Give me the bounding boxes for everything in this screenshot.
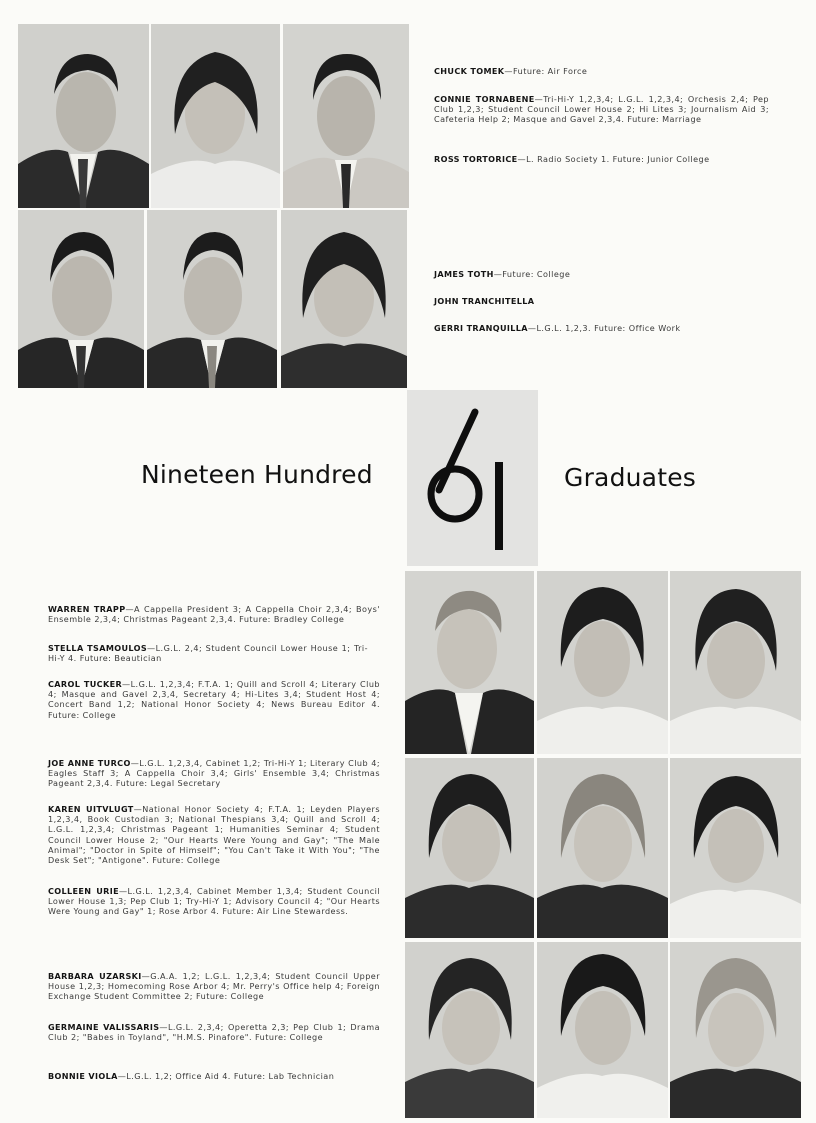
- entry-carol-tucker: CAROL TUCKER—L.G.L. 1,2,3,4; F.T.A. 1; Quill and Scroll 4; Literary Club 4; Masque and Gavel 2,3,4, Secretary 4; Hi-Lites 3,4; Student Host 4; Concert Band 1,2; National Honor Society 4; News Bureau Editor 4. Future: College: [48, 679, 380, 720]
- entry-barbara-uzarski: BARBARA UZARSKI—G.A.A. 1,2; L.G.L. 1,2,3,4; Student Council Upper House 1,2,3; Homecoming Rose Arbor 4; Mr. Perry's Office help 4; Foreign Exchange Student Committee 2; Future: College: [48, 971, 380, 1002]
- portrait-ross-tortorice: [283, 24, 409, 208]
- entry-colleen-urie: COLLEEN URIE—L.G.L. 1,2,3,4, Cabinet Member 1,3,4; Student Council Lower House 1,3; Pep Club 1; Try-Hi-Y 1; Advisory Council 4; "Our Hearts Were Young and Gay" 1; Rose Arbor 4. Future: Air Line Stewardess.: [48, 886, 380, 917]
- entry-joe-anne-turco: JOE ANNE TURCO—L.G.L. 1,2,3,4, Cabinet 1,2; Tri-Hi-Y 1; Literary Club 4; Eagles Staff 3; A Cappella Choir 3,4; Girls' Ensemble 3,4; Christmas Pageant 2,3,4. Future: Legal Secretary: [48, 758, 380, 789]
- entry-text: L.G.L. 1,2,3,4, Cabinet Member 1,3,4; Student Council Lower House 1,3; Pep Club 1; Try-Hi-Y 1; Advisory Council 4; "Our Hearts Were Young and Gay" 1; Rose Arbor 4. Future: Air Line Stewardess.: [48, 886, 380, 917]
- portrait-bonnie-viola: [670, 942, 801, 1118]
- entry-text: L.G.L. 1,2,3,4, Cabinet 1,2; Tri-Hi-Y 1; Literary Club 4; Eagles Staff 3; A Cappella Choir 3,4; Girls' Ensemble 3,4; Christmas Pageant 2,3,4. Future: Legal Secretary: [48, 758, 380, 789]
- entry-germaine-valissaris: GERMAINE VALISSARIS—L.G.L. 2,3,4; Operetta 2,3; Pep Club 1; Drama Club 2; "Babes in Toyland", "H.M.S. Pinafore". Future: College: [48, 1022, 380, 1043]
- entry-name: JAMES TOTH: [434, 269, 494, 279]
- entry-name: ROSS TORTORICE: [434, 154, 518, 164]
- entry-name: WARREN TRAPP: [48, 604, 126, 614]
- entry-name: GERRI TRANQUILLA: [434, 323, 528, 333]
- entry-name: JOE ANNE TURCO: [48, 758, 131, 768]
- entry-name: KAREN UITVLUGT: [48, 804, 134, 814]
- entry-karen-uitvlugt: KAREN UITVLUGT—National Honor Society 4; F.T.A. 1; Leyden Players 1,2,3,4, Book Custodian 3; National Thespians 3,4; Quill and Scroll 4; L.G.L. 1,2,3,4; Christmas Pageant 1; Humanities Seminar 4; Student Council Lower House 2; "Our Hearts Were Young and Gay"; "The Male Animal"; "Doctor in Spite of Himself"; "You Can't Take it With You"; "The Desk Set"; "Antigone". Future: College: [48, 804, 381, 866]
- class-year-numeral: [407, 390, 538, 566]
- class-year-block: [407, 390, 538, 566]
- entry-bonnie-viola: BONNIE VIOLA—L.G.L. 1,2; Office Aid 4. Future: Lab Technician: [48, 1071, 335, 1081]
- portrait-barbara-uzarski: [405, 942, 534, 1118]
- portrait-stella-tsamoulos: [537, 571, 668, 754]
- entry-ross-tortorice: ROSS TORTORICE—L. Radio Society 1. Future: Junior College: [434, 154, 710, 164]
- entry-name: CONNIE TORNABENE: [434, 94, 535, 104]
- portrait-john-tranchitella: [147, 210, 277, 388]
- entry-name: BONNIE VIOLA: [48, 1071, 118, 1081]
- entry-name: GERMAINE VALISSARIS: [48, 1022, 160, 1032]
- entry-text: L.G.L. 1,2,3,4; F.T.A. 1; Quill and Scroll 4; Literary Club 4; Masque and Gavel 2,3,4, Secretary 4; Hi-Lites 3,4; Student Host 4; Concert Band 1,2; National Honor Society 4; News Bureau Editor 4. Future: College: [48, 679, 380, 720]
- entry-name: COLLEEN URIE: [48, 886, 119, 896]
- entry-name: CHUCK TOMEK: [434, 66, 505, 76]
- portrait-carol-tucker: [670, 571, 801, 754]
- portrait-connie-tornabene: [151, 24, 280, 208]
- entry-name: CAROL TUCKER: [48, 679, 123, 689]
- entry-name: JOHN TRANCHITELLA: [434, 296, 535, 306]
- entry-james-toth: JAMES TOTH—Future: College: [434, 269, 571, 279]
- entry-text: L.G.L. 2,4; Student Council Lower House 1; Tri-Hi-Y 4. Future: Beautician: [48, 643, 368, 664]
- entry-connie-tornabene: CONNIE TORNABENE—Tri-Hi-Y 1,2,3,4; L.G.L. 1,2,3,4; Orchesis 2,4; Pep Club 1,2,3; Student Council Lower House 2; Hi Lites 3; Journalism Aid 3; Cafeteria Help 2; Masque and Gavel 2,3,4. Future: Marriage: [434, 94, 770, 125]
- entry-chuck-tomek: CHUCK TOMEK—Future: Air Force: [434, 66, 588, 76]
- entry-john-tranchitella: [434, 296, 774, 306]
- entry-text: Future: Air Force: [512, 66, 588, 76]
- entry-warren-trapp: WARREN TRAPP—A Cappella President 3; A Cappella Choir 2,3,4; Boys' Ensemble 2,3,4; Christmas Pageant 2,3,4. Future: Bradley College: [48, 604, 380, 625]
- portrait-gerri-tranquilla: [281, 210, 407, 388]
- entry-text: G.A.A. 1,2; L.G.L. 1,2,3,4; Student Council Upper House 1,2,3; Homecoming Rose Arbor 4; Mr. Perry's Office help 4; Foreign Exchange Student Committee 2; Future: College: [48, 971, 380, 1002]
- entry-name: BARBARA UZARSKI: [48, 971, 142, 981]
- portrait-karen-uitvlugt: [537, 758, 668, 938]
- entry-text: Future: College: [502, 269, 571, 279]
- portrait-germaine-valissaris: [537, 942, 668, 1118]
- entry-text: A Cappella President 3; A Cappella Choir 2,3,4; Boys' Ensemble 2,3,4; Christmas Pageant 2,3,4. Future: Bradley College: [48, 604, 380, 625]
- entry-text: L.G.L. 1,2; Office Aid 4. Future: Lab Technician: [126, 1071, 335, 1081]
- portrait-james-toth: [18, 210, 144, 388]
- heading-right: Graduates: [564, 463, 697, 492]
- portrait-warren-trapp: [405, 571, 534, 754]
- portrait-colleen-urie: [670, 758, 801, 938]
- entry-text: L.G.L. 2,3,4; Operetta 2,3; Pep Club 1; Drama Club 2; "Babes in Toyland", "H.M.S. Pinafore". Future: College: [48, 1022, 380, 1043]
- entry-text: L. Radio Society 1. Future: Junior College: [526, 154, 710, 164]
- entry-name: STELLA TSAMOULOS: [48, 643, 148, 653]
- entry-text: National Honor Society 4; F.T.A. 1; Leyden Players 1,2,3,4, Book Custodian 3; National Thespians 3,4; Quill and Scroll 4; L.G.L. 1,2,3,4; Christmas Pageant 1; Humanities Seminar 4; Student Council Lower House 2; "Our Hearts Were Young and Gay"; "The Male Animal"; "Doctor in Spite of Himself"; "You Can't Take it With You"; "The Desk Set"; "Antigone". Future: College: [48, 804, 381, 866]
- entry-text: Tri-Hi-Y 1,2,3,4; L.G.L. 1,2,3,4; Orchesis 2,4; Pep Club 1,2,3; Student Council Lower House 2; Hi Lites 3; Journalism Aid 3; Cafeteria Help 2; Masque and Gavel 2,3,4. Future: Marriage: [434, 94, 770, 125]
- portrait-chuck-tomek: [18, 24, 149, 208]
- entry-stella-tsamoulos: STELLA TSAMOULOS—L.G.L. 2,4; Student Council Lower House 1; Tri-Hi-Y 4. Future: Beautician: [48, 643, 368, 664]
- heading-left: Nineteen Hundred: [141, 460, 373, 489]
- entry-gerri-tranquilla: GERRI TRANQUILLA—L.G.L. 1,2,3. Future: Office Work: [434, 323, 681, 333]
- portrait-joe-anne-turco: [405, 758, 534, 938]
- entry-text: L.G.L. 1,2,3. Future: Office Work: [536, 323, 681, 333]
